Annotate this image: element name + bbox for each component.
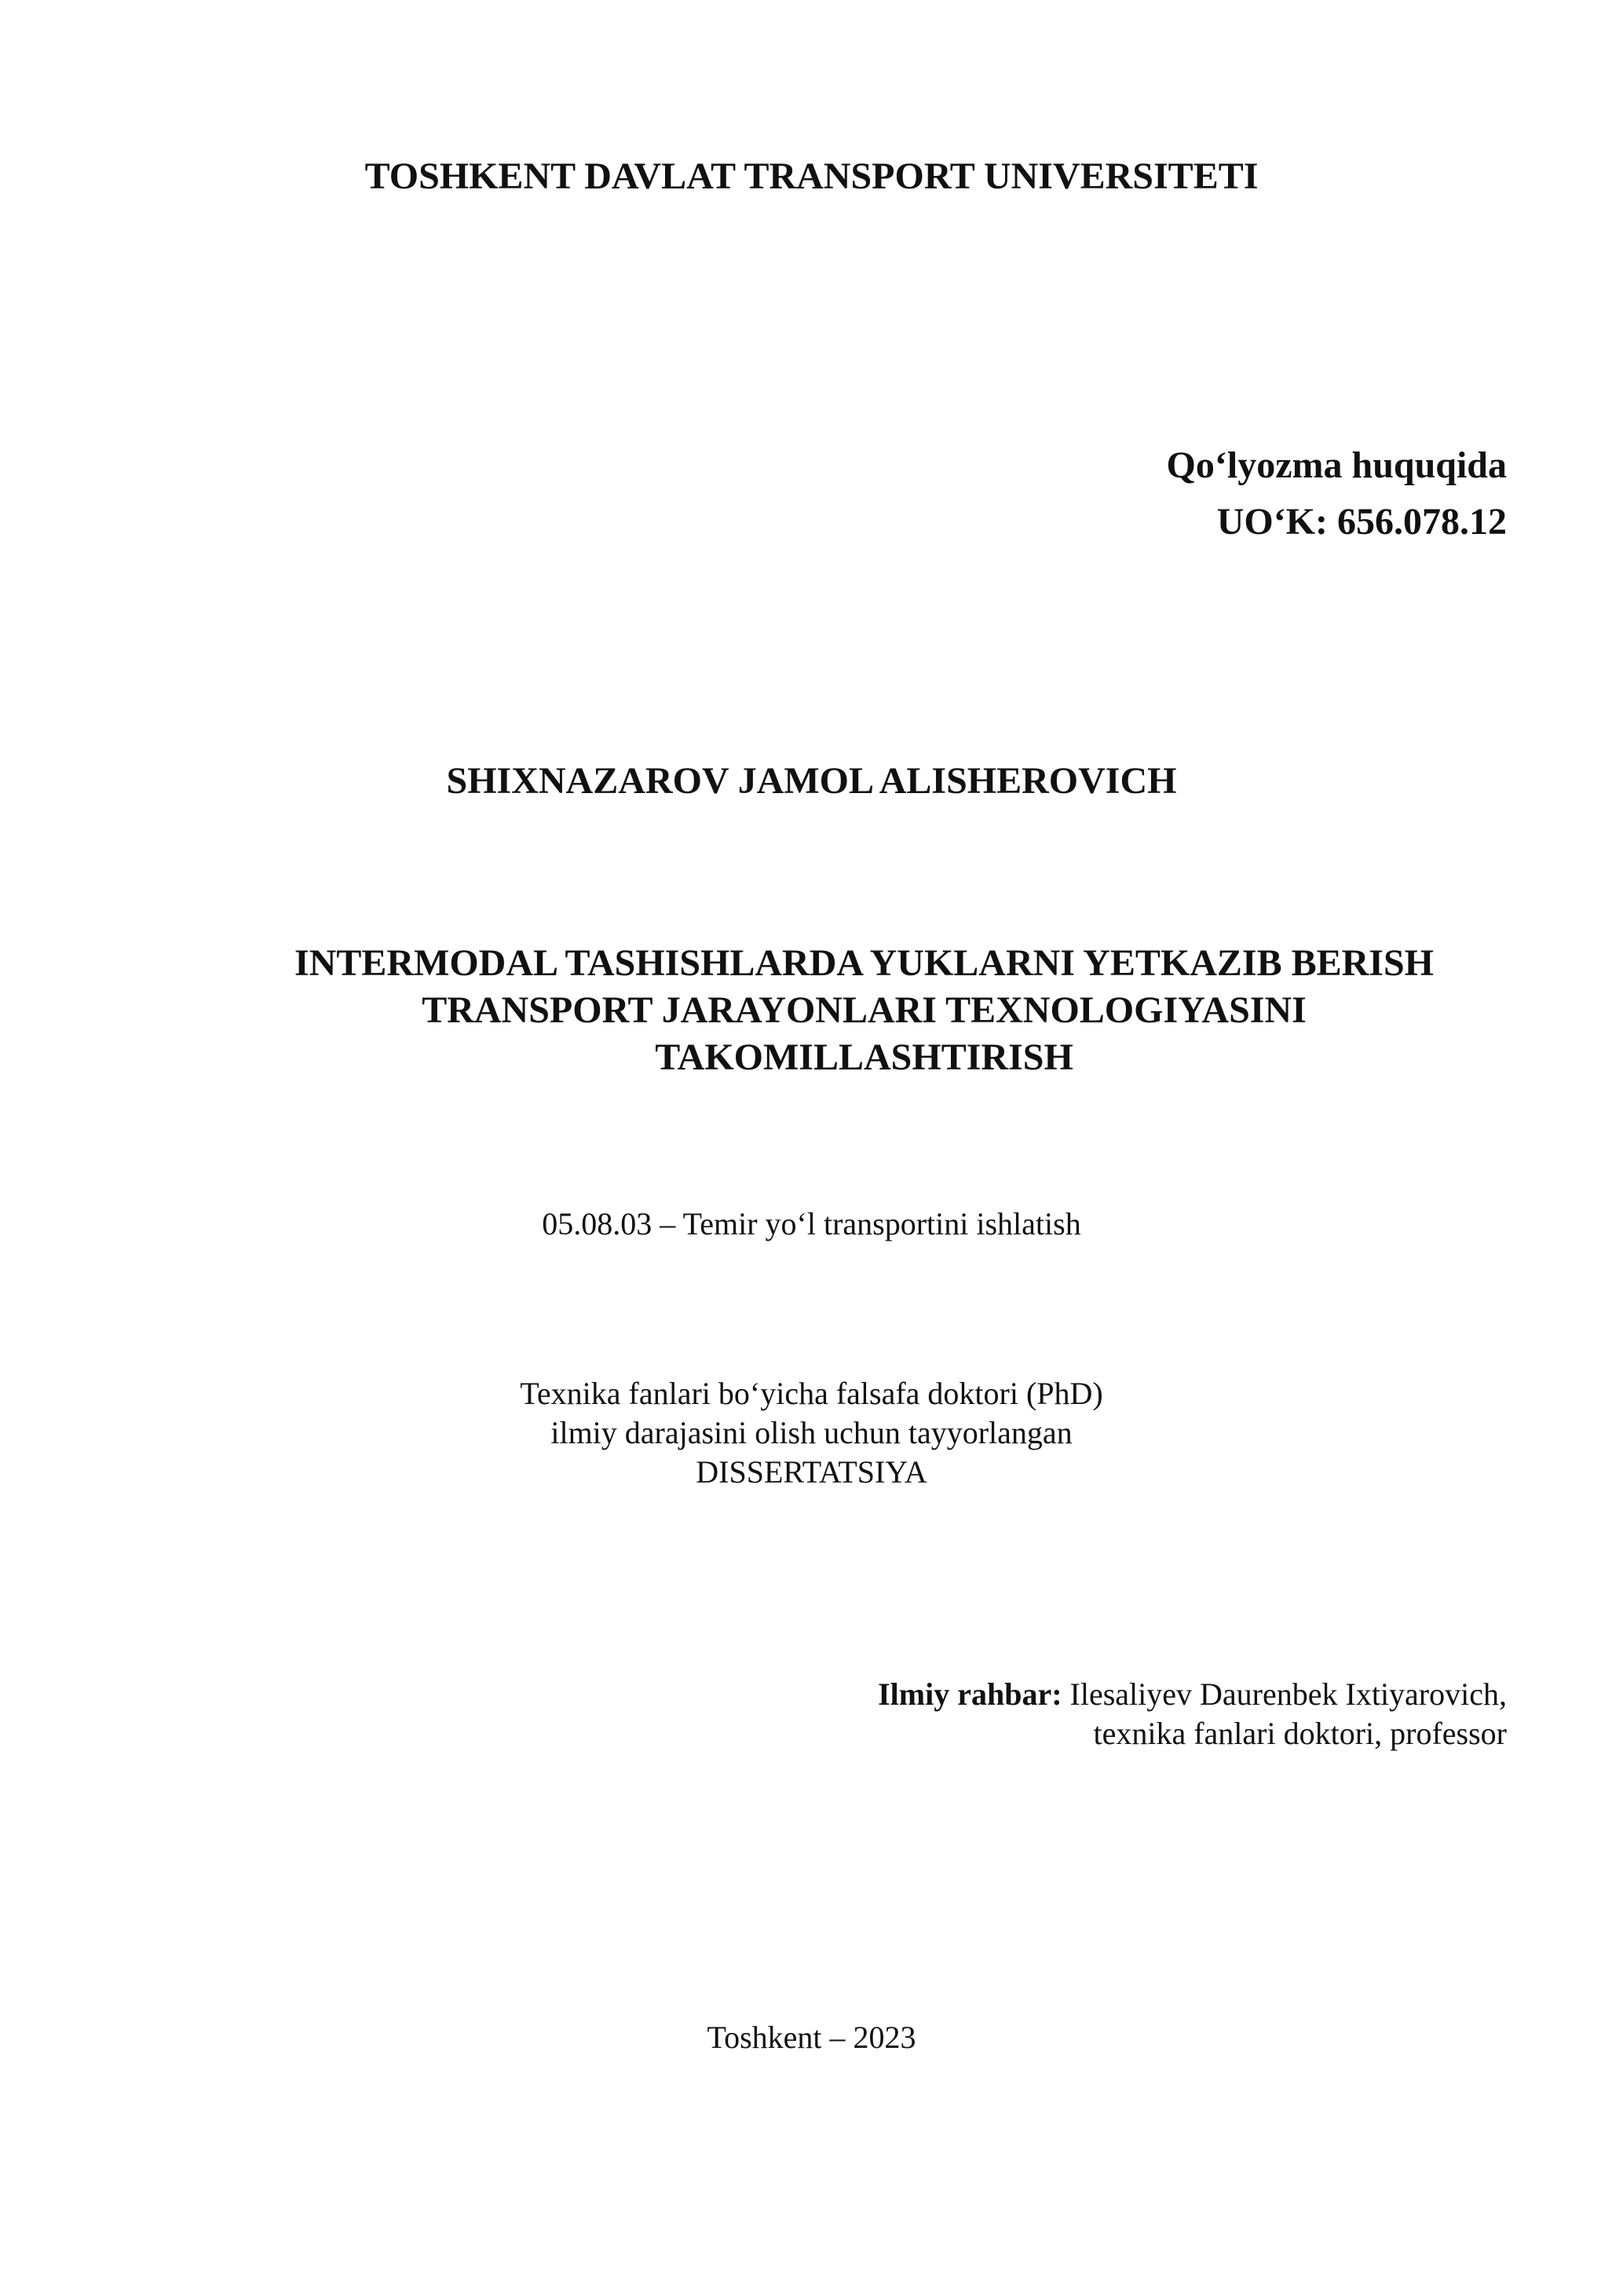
manuscript-rights: Qo‘lyozma huquqida — [1166, 444, 1507, 486]
dissertation-title — [183, 940, 1545, 1081]
udc-code: UO‘K: 656.078.12 — [1216, 501, 1507, 543]
supervisor-name: Ilesaliyev Daurenbek Ixtiyarovich, — [1069, 1676, 1507, 1712]
supervisor-credentials: texnika fanlari doktori, professor — [1093, 1716, 1507, 1751]
place-and-year: Toshkent – 2023 — [707, 2020, 916, 2055]
manuscript-info — [1167, 437, 1507, 550]
degree-statement — [0, 1374, 1623, 1492]
title-line: TRANSPORT JARAYONLARI TEXNOLOGIYASINI — [422, 989, 1307, 1031]
degree-line: DISSERTATSIYA — [696, 1454, 927, 1490]
supervisor-info — [878, 1675, 1507, 1753]
specialty-code: 05.08.03 – Temir yo‘l transportini ishlatish — [542, 1206, 1081, 1241]
title-line: INTERMODAL TASHISHLARDA YUKLARNI YETKAZIB BERISH — [294, 942, 1434, 984]
degree-line: ilmiy darajasini olish uchun tayyorlangan — [550, 1415, 1073, 1450]
degree-line: Texnika fanlari bo‘yicha falsafa doktori (PhD) — [520, 1376, 1103, 1411]
university-name: TOSHKENT DAVLAT TRANSPORT UNIVERSITETI — [364, 155, 1259, 197]
supervisor-line — [878, 1675, 1507, 1714]
supervisor-label: Ilmiy rahbar: — [878, 1676, 1062, 1712]
author-name: SHIXNAZAROV JAMOL ALISHEROVICH — [446, 760, 1177, 802]
title-line: TAKOMILLASHTIRISH — [655, 1036, 1073, 1078]
